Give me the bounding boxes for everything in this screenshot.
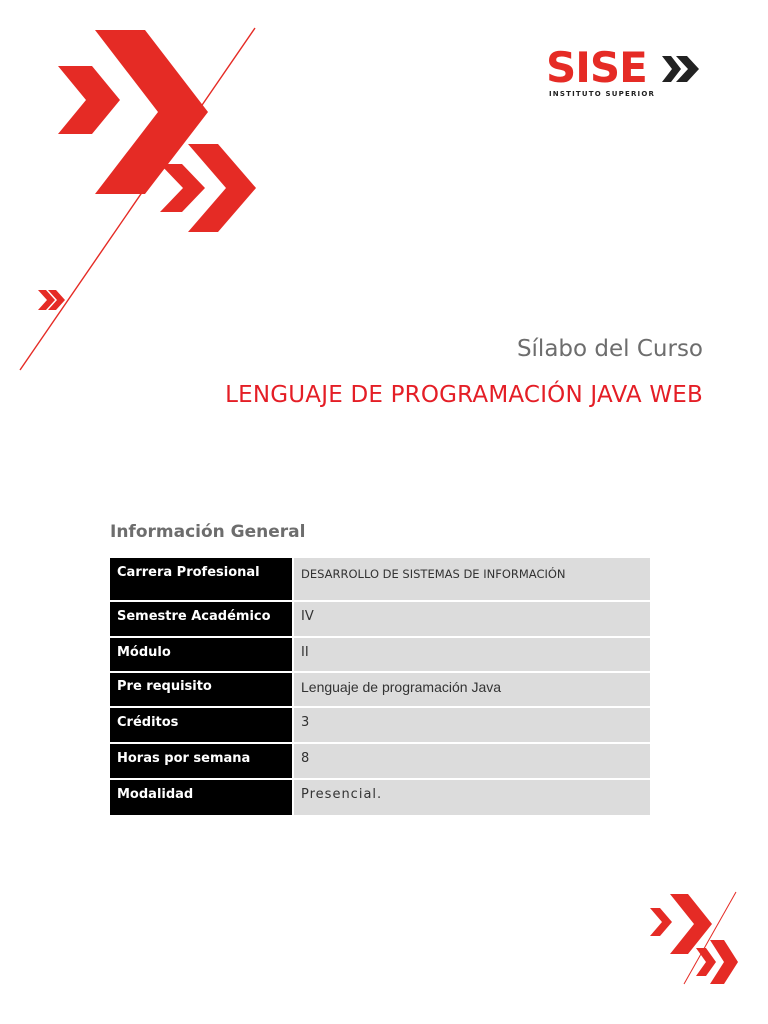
mid-chevron-shape xyxy=(160,164,205,212)
logo-subtitle: INSTITUTO SUPERIOR xyxy=(549,90,656,98)
table-row xyxy=(110,558,650,601)
large-chevron-shape xyxy=(95,30,208,194)
section-heading: Información General xyxy=(110,522,306,542)
decorative-chevrons-top xyxy=(0,0,270,380)
row-label: Semestre Académico xyxy=(110,601,293,637)
row-label: Pre requisito xyxy=(110,672,293,707)
row-label: Créditos xyxy=(110,707,293,743)
sise-logo xyxy=(540,42,710,104)
row-value: DESARROLLO DE SISTEMAS DE INFORMACIÓN xyxy=(293,558,650,601)
row-value: II xyxy=(293,637,650,672)
document-title: Sílabo del Curso xyxy=(516,336,703,362)
row-label: Módulo xyxy=(110,637,293,672)
small-chevron-shape xyxy=(650,908,672,936)
row-label: Carrera Profesional xyxy=(110,558,293,601)
row-label: Horas por semana xyxy=(110,743,293,779)
small-chevron-shape xyxy=(58,66,120,134)
row-value: Lenguaje de programación Java xyxy=(293,672,650,707)
table-row xyxy=(110,672,650,707)
table-row xyxy=(110,601,650,637)
table-row xyxy=(110,743,650,779)
mid-chevron-shape xyxy=(696,948,716,976)
course-title: LENGUAJE DE PROGRAMACIÓN JAVA WEB xyxy=(225,382,703,408)
row-value: Presencial. xyxy=(293,779,650,816)
double-chevron-icon xyxy=(662,52,706,86)
table-row xyxy=(110,779,650,816)
logo-wordmark: SISE xyxy=(546,43,647,92)
general-info-table xyxy=(110,558,650,817)
row-value: IV xyxy=(293,601,650,637)
table-row xyxy=(110,637,650,672)
row-value: 8 xyxy=(293,743,650,779)
decorative-chevrons-bottom xyxy=(636,884,746,994)
table-row xyxy=(110,707,650,743)
row-label: Modalidad xyxy=(110,779,293,816)
row-value: 3 xyxy=(293,707,650,743)
